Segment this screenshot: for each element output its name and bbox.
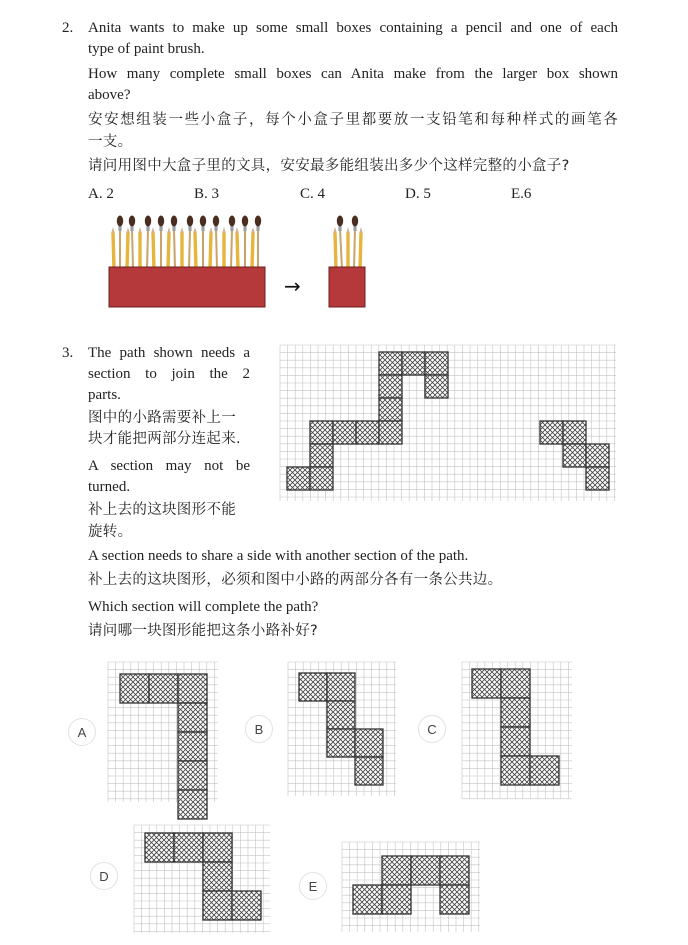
hatched-cell [425,375,448,398]
hatched-cell [563,444,586,467]
hatched-cell [379,375,402,398]
hatched-cell [333,421,356,444]
pencil-tip [346,227,350,233]
option-a-figure[interactable] [108,662,218,802]
hatched-cell [501,727,530,756]
q2-text-cn-3: 请问用图中大盒子里的文具，安安最多能组装出多少个这样完整的小盒子? [88,158,570,174]
brush-tip [337,216,343,227]
hatched-cell [353,885,382,914]
small-box-image [320,205,380,310]
option-b-figure[interactable] [288,662,396,796]
brush-tip [229,216,235,227]
q2-option-d[interactable]: D. 5 [405,186,431,202]
q3-text-cn-c: 补上去的这块图形，必须和图中小路的两部分各有一条公共边。 [88,572,503,588]
brush-tip [255,216,261,227]
pencil [335,233,336,269]
hatched-cell [379,352,402,375]
pencil [153,233,154,269]
hatched-cell [174,833,203,862]
brush-handle [189,229,190,269]
brush-handle [147,229,148,269]
q3-text-cn-b1: 补上去的这块图形不能 [88,502,236,518]
hatched-cell [586,444,609,467]
brush-tip [200,216,206,227]
pencil-tip [151,227,155,233]
q3-text-en-c: A section needs to share a side with another section of the path. [88,548,469,564]
q3-text-cn-d: 请问哪一块图形能把这条小路补好? [88,623,318,639]
pencil [195,233,196,269]
brush-tip [352,216,358,227]
option-c-figure[interactable] [462,662,572,799]
hatched-cell [440,885,469,914]
hatched-cell [178,790,207,819]
q3-text-cn-a2: 块才能把两部分连起来. [88,431,241,447]
hatched-cell [310,444,333,467]
brush-tip [129,216,135,227]
hatched-cell [178,732,207,761]
hatched-cell [149,674,178,703]
pencil [360,233,361,269]
q3-text-en-d: Which section will complete the path? [88,599,319,615]
brush-handle [174,229,175,269]
small-box [329,267,365,307]
hatched-cell [327,729,355,757]
pencil [210,233,211,269]
hatched-cell [382,856,411,885]
pencil-tip [235,227,239,233]
hatched-cell [232,891,261,920]
hatched-cell [501,669,530,698]
hatched-cell [120,674,149,703]
hatched-cell [586,467,609,490]
hatched-cell [355,729,383,757]
pencil-tip [251,227,255,233]
pencil-tip [193,227,197,233]
hatched-cell [382,885,411,914]
hatched-cell [563,421,586,444]
pencil-tip [111,227,115,233]
hatched-cell [203,833,232,862]
option-c-label[interactable]: C [418,715,446,743]
hatched-cell [440,856,469,885]
brush-handle [354,229,355,269]
large-box-image [100,205,280,310]
option-e-label[interactable]: E [299,872,327,900]
hatched-cell [145,833,174,862]
hatched-cell [501,698,530,727]
pencil [252,233,253,269]
hatched-cell [472,669,501,698]
hatched-cell [203,862,232,891]
hatched-cell [178,703,207,732]
hatched-cell [299,673,327,701]
option-a-label[interactable]: A [68,718,96,746]
pencil-tip [167,227,171,233]
q2-option-b[interactable]: B. 3 [194,186,220,202]
q3-text-en-a3: parts. [88,387,121,403]
pencil-tip [126,227,130,233]
hatched-cell [411,856,440,885]
hatched-cell [379,421,402,444]
hatched-cell [356,421,379,444]
hatched-cell [425,352,448,375]
brush-handle [340,229,342,269]
option-b-label[interactable]: B [245,715,273,743]
option-e-figure[interactable] [342,842,480,932]
q2-text-cn-1: 安安想组装一些小盒子，每个小盒子里都要放一支铅笔和每种样式的画笔各 [88,112,618,128]
q2-number: 2. [62,20,74,36]
hatched-cell [178,674,207,703]
path-grid-figure [280,345,616,501]
q3-text-en-a1: The path shown needs a [88,345,250,361]
brush-handle [216,229,217,269]
pencil-tip [138,227,142,233]
brush-tip [145,216,151,227]
pencil-tip [180,227,184,233]
q2-option-e[interactable]: E.6 [511,186,532,202]
hatched-cell [178,761,207,790]
hatched-cell [402,352,425,375]
pencil [113,233,114,269]
q2-text-en-4: above? [88,87,131,103]
hatched-cell [327,701,355,729]
hatched-cell [540,421,563,444]
q3-text-cn-b2: 旋转。 [88,524,133,540]
q3-text-en-b1: A section may not be [88,458,250,474]
option-d-label[interactable]: D [90,862,118,890]
hatched-cell [203,891,232,920]
pencil [127,233,128,269]
brush-handle [231,229,232,269]
q3-number: 3. [62,345,74,361]
brush-tip [171,216,177,227]
brush-tip [187,216,193,227]
q3-text-en-b2: turned. [88,479,131,495]
q3-text-cn-a1: 图中的小路需要补上一 [88,410,236,426]
hatched-cell [355,757,383,785]
q3-text-en-a2: section to join the 2 [88,366,250,382]
hatched-cell [327,673,355,701]
q2-text-en-3: How many complete small boxes can Anita make from the larger box shown [88,66,618,82]
pencil [237,233,238,269]
pencil-tip [359,227,363,233]
q2-text-en-1: Anita wants to make up some small boxes containing a pencil and one of each [88,20,618,36]
hatched-cell [310,421,333,444]
arrow-icon: → [284,274,301,298]
brush-tip [213,216,219,227]
q2-option-a[interactable]: A. 2 [88,186,114,202]
hatched-cell [310,467,333,490]
hatched-cell [379,398,402,421]
brush-handle [132,229,133,269]
q2-text-en-2: type of paint brush. [88,41,205,57]
hatched-cell [501,756,530,785]
hatched-cell [287,467,310,490]
option-d-figure[interactable] [134,825,270,933]
brush-tip [242,216,248,227]
large-box [109,267,265,307]
pencil-tip [222,227,226,233]
q2-option-c[interactable]: C. 4 [300,186,326,202]
hatched-cell [530,756,559,785]
pencil-tip [209,227,213,233]
pencil-tip [333,227,337,233]
brush-tip [117,216,123,227]
q2-text-cn-2: 一支。 [88,134,133,150]
pencil [168,233,169,269]
brush-tip [158,216,164,227]
